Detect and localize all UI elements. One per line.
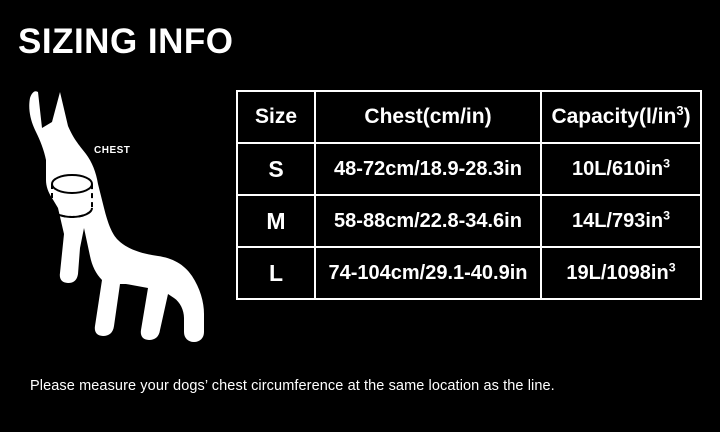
cell-capacity-main: 10L/610in [571, 157, 664, 180]
cell-chest: 48-72cm/18.9-28.3in [315, 143, 541, 195]
table-header-row [237, 91, 701, 143]
cell-capacity-sup: 3 [663, 207, 671, 222]
cell-chest: 74-104cm/29.1-40.9in [315, 247, 541, 299]
header-capacity-suffix: ) [683, 105, 691, 128]
cell-capacity-sup: 3 [668, 259, 676, 274]
header-chest: Chest(cm/in) [315, 91, 541, 143]
sizing-table [236, 90, 702, 300]
cell-chest: 58-88cm/22.8-34.6in [315, 195, 541, 247]
header-capacity-sup: 3 [676, 103, 684, 118]
cell-capacity [541, 195, 701, 247]
cell-size: M [237, 195, 315, 247]
header-capacity [541, 91, 701, 143]
cell-capacity [541, 247, 701, 299]
cell-capacity-sup: 3 [663, 155, 671, 170]
table-row [237, 247, 701, 299]
header-capacity-prefix: Capacity(l/in [551, 105, 677, 128]
chest-label: CHEST [94, 145, 131, 156]
dog-silhouette-icon [8, 88, 228, 348]
table-row [237, 195, 701, 247]
cell-size: L [237, 247, 315, 299]
dog-illustration [8, 88, 228, 348]
table-row [237, 143, 701, 195]
cell-capacity [541, 143, 701, 195]
cell-size: S [237, 143, 315, 195]
header-size: Size [237, 91, 315, 143]
page-title: SIZING INFO [18, 22, 234, 61]
cell-capacity-main: 14L/793in [571, 209, 664, 232]
cell-capacity-main: 19L/1098in [566, 261, 669, 284]
measurement-footnote: Please measure your dogs’ chest circumference at the same location as the line. [30, 378, 555, 394]
